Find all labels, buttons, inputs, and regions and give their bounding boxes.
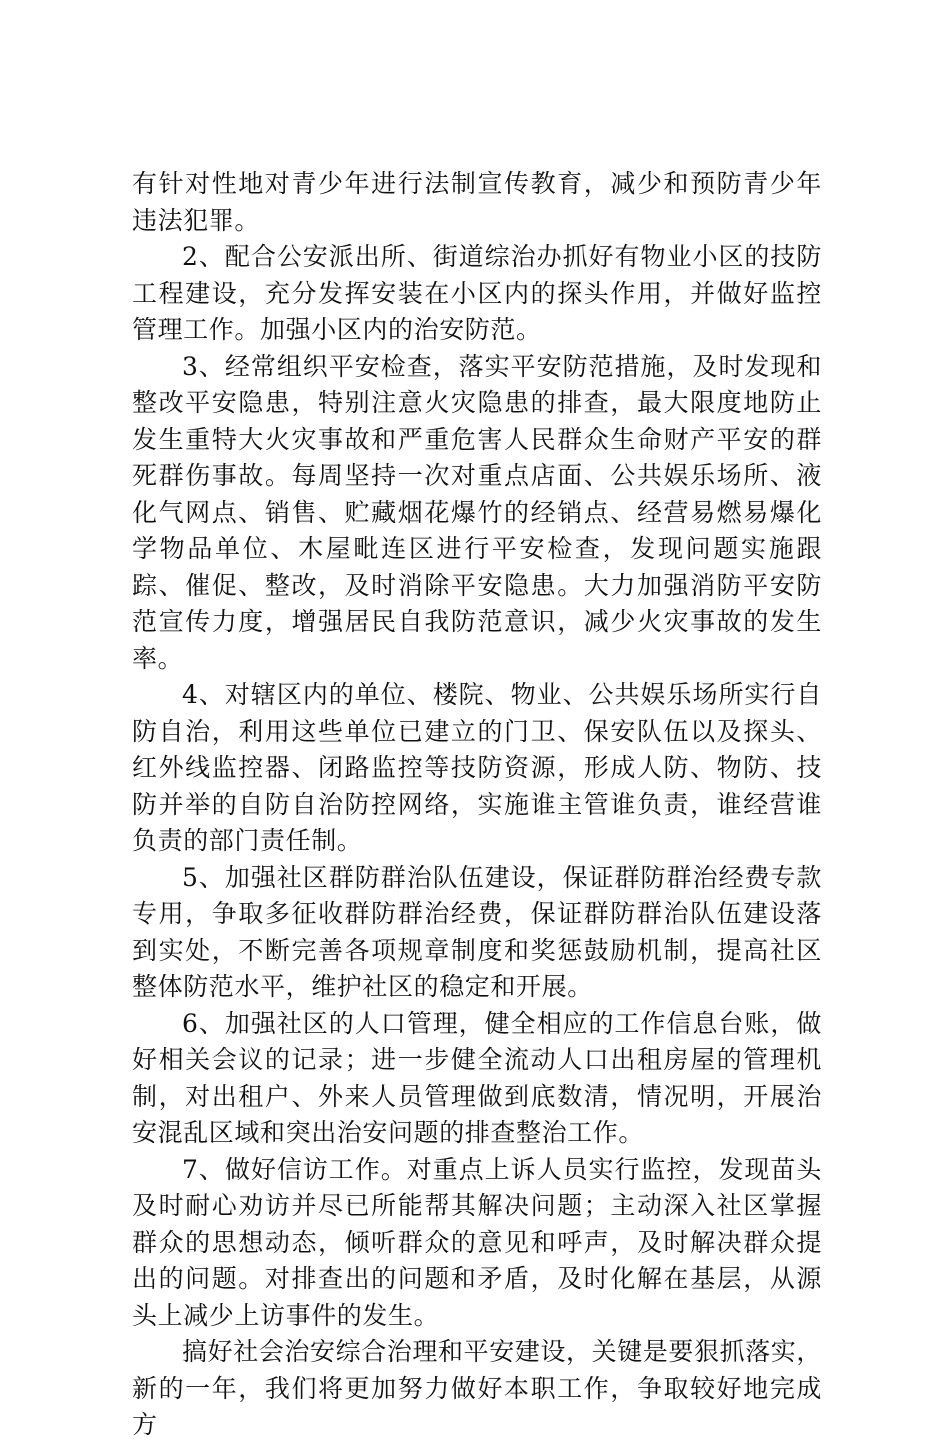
paragraph-item-5: 5、加强社区群防群治队伍建设，保证群防群治经费专款专用，争取多征收群防群治经费，保证群防群治队伍建设落到实处，不断完善各项规章制度和奖惩鼓励机制，提高社区整体防范水平，维护社区的稳定和开展。	[132, 862, 822, 1001]
paragraph-continuation: 有针对性地对青少年进行法制宣传教育，减少和预防青少年违法犯罪。	[132, 169, 822, 235]
paragraph-item-2: 2、配合公安派出所、街道综治办抓好有物业小区的技防工程建设，充分发挥安装在小区内的探头作用，并做好监控管理工作。加强小区内的治安防范。	[132, 242, 822, 344]
paragraph-item-4: 4、对辖区内的单位、楼院、物业、公共娱乐场所实行自防自治，利用这些单位已建立的门卫、保安队伍以及探头、红外线监控器、闭路监控等技防资源，形成人防、物防、技防并举的自防自治防控网络，实施谁主管谁负责，谁经营谁负责的部门责任制。	[132, 680, 822, 855]
document-body	[132, 166, 822, 1444]
paragraph-item-6: 6、加强社区的人口管理，健全相应的工作信息台账，做好相关会议的记录；进一步健全流动人口出租房屋的管理机制，对出租户、外来人员管理做到底数清，情况明，开展治安混乱区域和突出治安问题的排查整治工作。	[132, 1008, 822, 1147]
paragraph-item-7: 7、做好信访工作。对重点上诉人员实行监控，发现苗头及时耐心劝访并尽已所能帮其解决问题；主动深入社区掌握群众的思想动态，倾听群众的意见和呼声，及时解决群众提出的问题。对排查出的问题和矛盾，及时化解在基层，从源头上减少上访事件的发生。	[132, 1154, 822, 1330]
paragraph-item-3: 3、经常组织平安检查，落实平安防范措施，及时发现和整改平安隐患，特别注意火灾隐患的排查，最大限度地防止发生重特大火灾事故和严重危害人民群众生命财产平安的群死群伤事故。每周坚持一次对重点店面、公共娱乐场所、液化气网点、销售、贮藏烟花爆竹的经销点、经营易燃易爆化学物品单位、木屋毗连区进行平安检查，发现问题实施跟踪、催促、整改，及时消除平安隐患。大力加强消防平安防范宣传力度，增强居民自我防范意识，减少火灾事故的发生率。	[132, 351, 822, 673]
paragraph-conclusion: 搞好社会治安综合治理和平安建设，关键是要狠抓落实，新的一年，我们将更加努力做好本职工作，争取较好地完成方	[132, 1337, 823, 1439]
